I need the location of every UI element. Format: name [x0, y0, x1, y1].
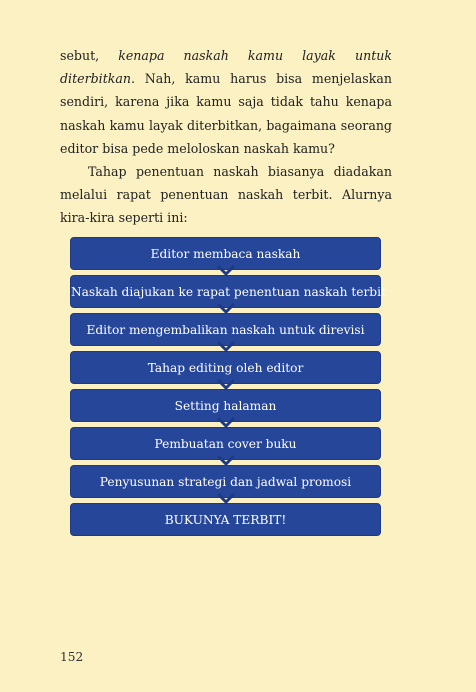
paragraph-1-italic: kenapa naskah kamu layak untuk diterbitkan [60, 48, 392, 87]
chevron-down-icon [217, 379, 235, 391]
publishing-flowchart [70, 237, 386, 536]
paragraph-1 [60, 44, 392, 160]
chevron-down-icon [217, 455, 235, 467]
flow-step-2: Naskah diajukan ke rapat penentuan naskah terbit [70, 275, 381, 308]
chevron-down-icon [217, 341, 235, 353]
paragraph-1-lead: sebut, [60, 48, 119, 63]
body-text [60, 44, 392, 230]
flow-step-7: Penyusunan strategi dan jadwal promosi [70, 465, 381, 498]
flow-step-8: BUKUNYA TERBIT! [70, 503, 381, 536]
chevron-down-icon [217, 265, 235, 277]
page-number: 152 [60, 650, 84, 664]
chevron-down-icon [217, 303, 235, 315]
flow-step-1: Editor membaca naskah [70, 237, 381, 270]
chevron-down-icon [217, 417, 235, 429]
chevron-down-icon [217, 493, 235, 505]
paragraph-1-rest: . Nah, kamu harus bisa menjelaskan sendiri, karena jika kamu saja tidak tahu kenapa naskah kamu layak diterbitkan, bagaimana seorang editor bisa pede meloloskan naskah kamu? [60, 71, 392, 156]
paragraph-2: Tahap penentuan naskah biasanya diadakan melalui rapat penentuan naskah terbit. Alurnya kira-kira seperti ini: [60, 164, 392, 226]
flow-step-3: Editor mengembalikan naskah untuk direvisi [70, 313, 381, 346]
flow-step-6: Pembuatan cover buku [70, 427, 381, 460]
flow-step-5: Setting halaman [70, 389, 381, 422]
flow-step-4: Tahap editing oleh editor [70, 351, 381, 384]
